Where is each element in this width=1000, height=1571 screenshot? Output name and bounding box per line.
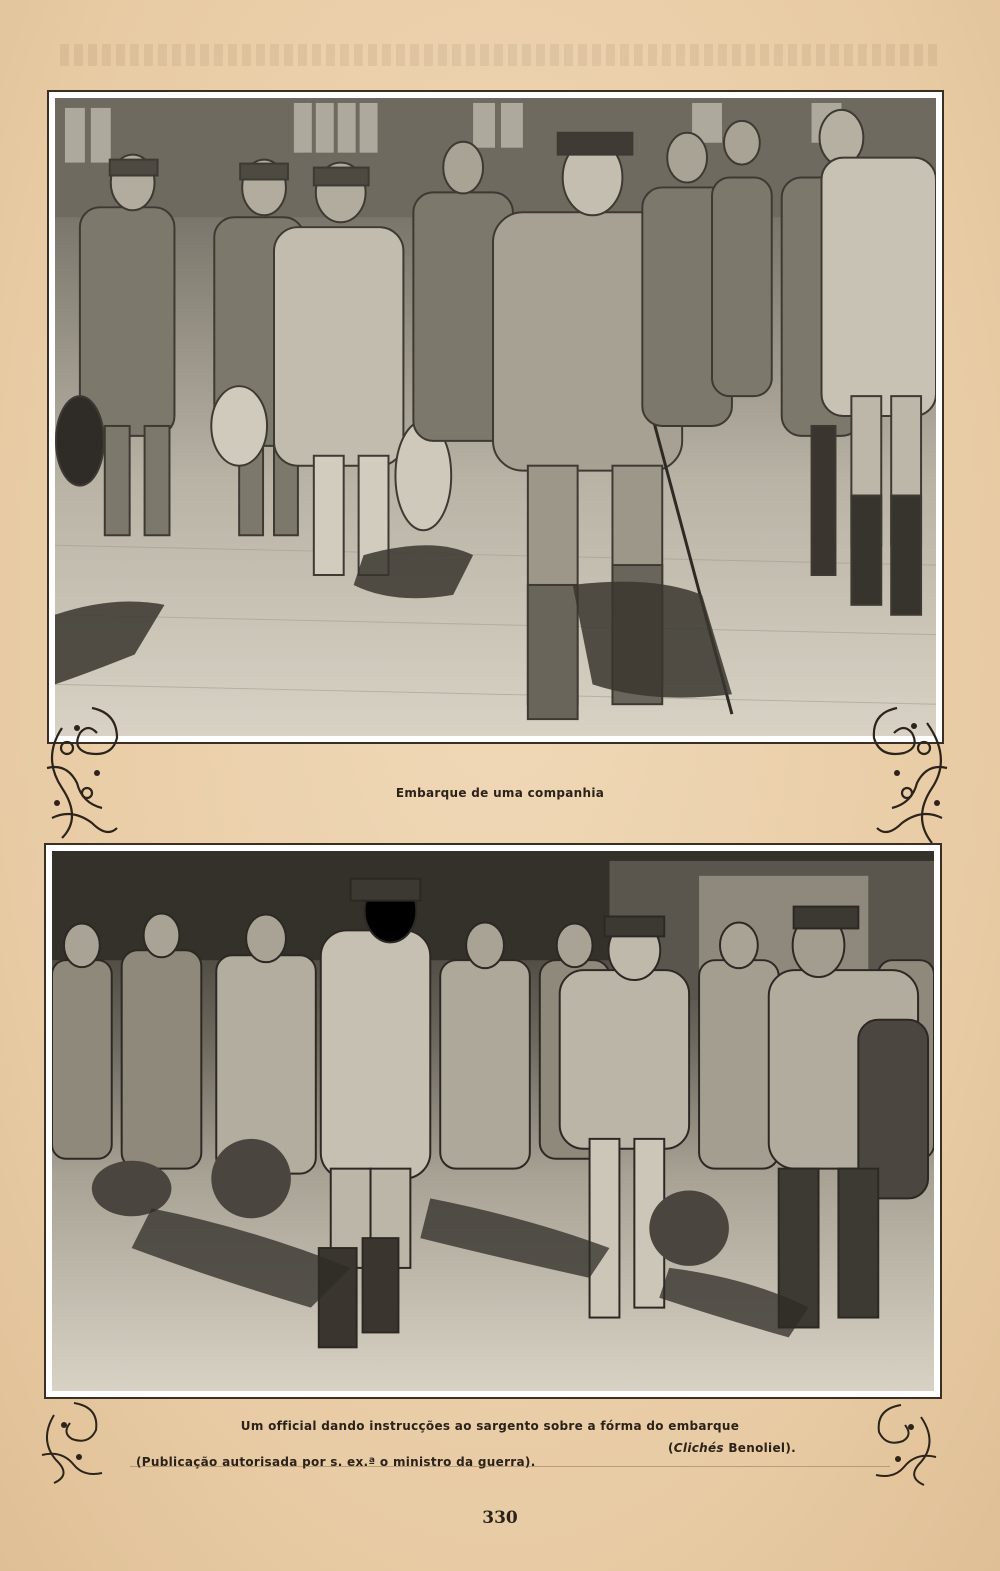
bleed-through-text: [60, 44, 940, 66]
caption-top-photo: Embarque de uma companhia: [395, 786, 605, 800]
photo-company-embarkation: [55, 98, 936, 736]
ornament-top-right-icon: [862, 698, 962, 848]
credit-italic: Clichés: [673, 1441, 724, 1455]
photo-officer-instructing-sergeant: [52, 851, 934, 1391]
photo-credit: (Clichés Benoliel).: [668, 1441, 796, 1455]
photo-frame-bottom: [44, 843, 942, 1399]
photo-frame-top: [47, 90, 944, 744]
credit-name: Benoliel: [728, 1441, 786, 1455]
ornament-bottom-right-icon: [866, 1397, 944, 1487]
divider-line: [130, 1466, 890, 1467]
page-number: 330: [482, 1508, 518, 1528]
publication-authorization: (Publicação autorisada por s. ex.ª o ministro da guerra).: [136, 1455, 536, 1469]
caption-bottom-photo: Um official dando instrucções ao sargento sobre a fórma do embarque: [240, 1419, 740, 1433]
ornament-bottom-left-icon: [34, 1395, 109, 1485]
ornament-top-left-icon: [32, 698, 127, 843]
